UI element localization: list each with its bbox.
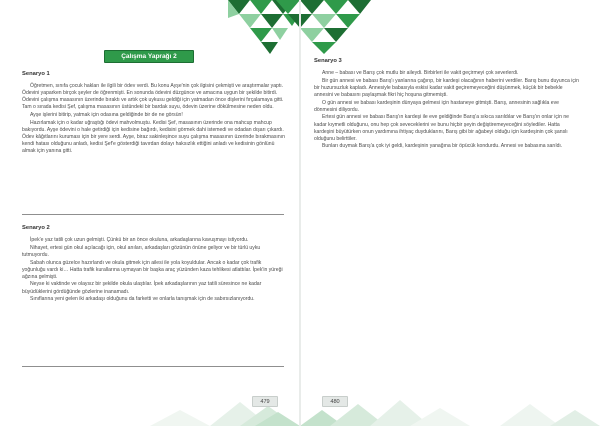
scenario-2-block: [22, 225, 286, 303]
page-number-left: 479: [252, 396, 278, 407]
scenario-1-paragraph: Hazırlamak için o kadar uğraştığı ödevi mahvolmuştu. Kedisi Şef, masasının üzerinde ona mahcup mahcup bakıyordu. Ayşe ödevini o hale getirdiği için kedisine bağırdı, kedisini görmek dahi istemedi ve odadan dışarı çıkardı. Ödev kâğıtlarını kuruması için bir yere serdi. Ayşe, biraz sakinleşince suyu çalışma masasının üzerinde bırakmasının kendi hatası olduğunu anladı, kedisi Şef'e gösterdiği tavırdan dolayı haksızlık ettiğini anladı ve kedisinin gönlünü almak için yanına gitti.: [22, 119, 285, 155]
scenario-1-paragraph: Ayşe işlerini bitirip, yatmak için odasına geldiğinde bir de ne görsün!: [30, 112, 183, 119]
scenario-3-title: Senaryo 3: [314, 58, 342, 64]
scenario-1-title: Senaryo 1: [22, 71, 50, 77]
scenario-3-paragraph: Anne – babası ve Barış çok mutlu bir aileydi. Birbirleri ile vakit geçirmeyi çok severlerdi.: [322, 70, 519, 77]
scenario-1-paragraph: Öğretmen, sınıfa çocuk hakları ile ilgili bir ödev verdi. Bu konu Ayşe'nin çok ilgisini çekmişti ve araştırmalar yaptı. Ödevini yaparken birçok şeyler de öğrenmişti. En sonunda ödevini düzgünce ve amacına uygun bir şekilde bitirdi. Ödevini çalışma masasının üzerinde bıraktı ve artık çok uykusu geldiği için yatmadan önce dişlerini fırçalamaya gitti. Tam o sırada kedisi Şef, çalışma masasının üstündeki bir bardak suyu, ödevin üzerine dökülmesine neden oldu.: [22, 83, 284, 111]
page-gutter: [299, 0, 301, 426]
scenario-2-paragraph: Sabah olunca güzelce hazırlandı ve okula gitmek için ailesi ile yola koyuldular. Ancak o kadar çok trafik yoğunluğu vardı ki… Hatta trafik kurallarına uymayan bir başka araç yüzünden kaza tehlikesi atlattılar. İpek'in yüreği ağzına gelmişti.: [22, 259, 283, 280]
scenario-3-paragraph: Bunları duymak Barış'a çok iyi geldi, kardeşinin yanağına bir öpücük kondurdu. Annesi ve babasına sarıldı.: [322, 143, 563, 150]
scenario-3-block: [314, 58, 579, 151]
scenario-3-paragraph: O gün annesi ve babası kardeşinin dünyaya gelmesi için hastaneye gitmişti. Barış, annesinin sağlıkla eve dönmesini diliyordu.: [314, 99, 559, 113]
worksheet-badge: Çalışma Yaprağı 2: [104, 50, 194, 63]
scenario-2-paragraph: Neyse ki vaktinde ve olaysız bir şekilde okula ulaştılar. İpek arkadaşlarının yaz tatili süresince ne kadar büyüdüklerini gördüğünde gözlerine inanamadı.: [22, 281, 262, 295]
scenario-1-block: [22, 71, 286, 155]
scenario-2-title: Senaryo 2: [22, 225, 50, 231]
scenario-3-paragraph: Ertesi gün annesi ve babası Barış'ın kardeşi ile eve geldiğinde Barış'a sıkıca sarıldılar ve Barış'ın onlar için ne kadar kıymetli olduğunu, onu hep çok seveceklerini ve bunu hiçbir şeyin değiştiremeyeceğini söylediler. Hatta kardeşini büyütürken onun yardımına ihtiyaç duyduklarını, Barış gibi bir ağabeyi olduğu için kardeşinin çok şanslı olduğunu belirttiler.: [314, 114, 569, 142]
scenario-2-paragraph: Nihayet, ertesi gün okul açılacağı için, okul anıları, arkadaşları gözünün önüne geliyor ve bir türlü uyku tutmuyordu.: [22, 244, 261, 258]
scenario-3-paragraph: Bir gün annesi ve babası Barış'ı yanlarına çağırıp, bir kardeşi olacağının haberini verdiler. Barış bunu duyunca için bir huzursuzluk kapladı. Annesiyle babasıyla eskisi kadar vakit geçiremeyeceğini düşünmek, küçük bir bebekle annesini ve babasını paylaşmak fikri hiç hoşuna gitmemişti.: [314, 77, 579, 98]
page-number-right: 480: [322, 396, 348, 407]
geometric-ornament-right: [276, 0, 371, 54]
scenario-2-paragraph: Sınıflarına yeni gelen iki arkadaşı olduğunu da farketti ve onlarla tanışmak için de sabırsızlanıyordu.: [30, 296, 255, 303]
divider-rule: [22, 366, 284, 367]
scenario-2-paragraph: İpek'e yaz tatili çok uzun gelmişti. Çünkü bir an önce okuluna, arkadaşlarına kavuşmayı istiyordu.: [30, 237, 249, 244]
divider-rule: [22, 214, 284, 215]
